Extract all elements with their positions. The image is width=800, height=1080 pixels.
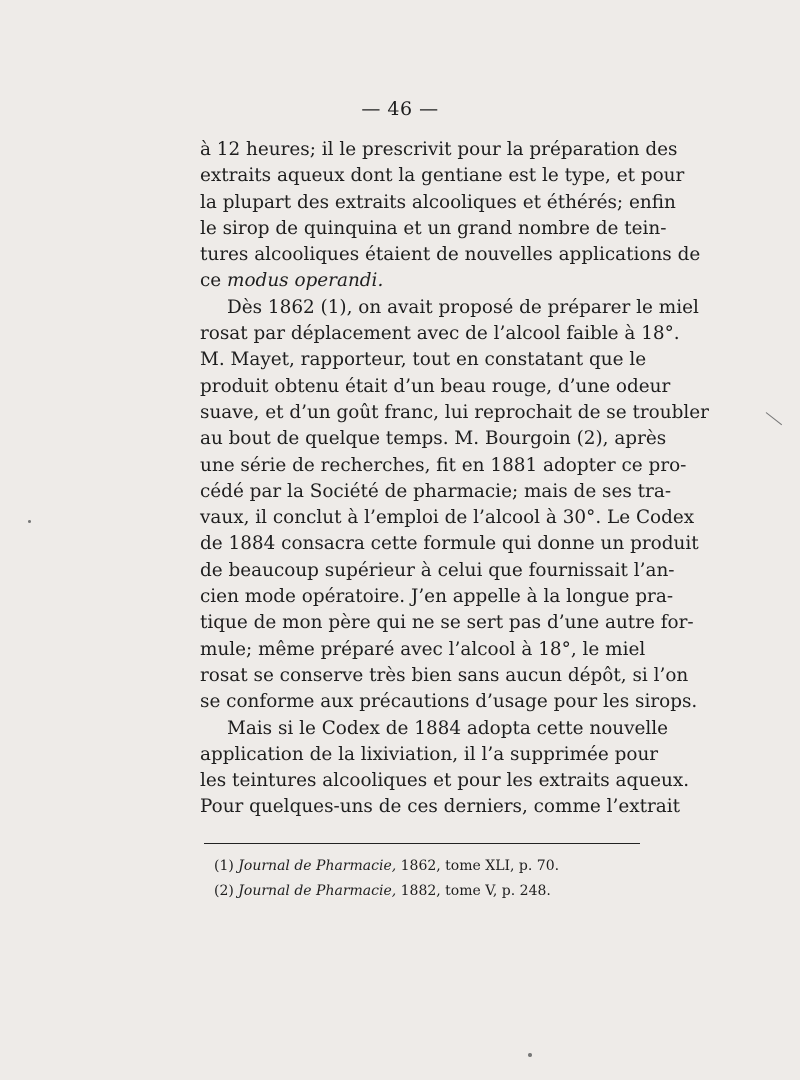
footnote [214, 854, 634, 879]
text-line: cien mode opératoire. J’en appelle à la longue pra- [200, 586, 674, 608]
text-line: application de la lixiviation, il l’a supprimée pour [200, 743, 659, 765]
footnote-marker: (1) [214, 858, 234, 874]
text-line: vaux, il conclut à l’emploi de l’alcool à 30°. Le Codex [200, 507, 695, 529]
paper-speck [528, 1053, 532, 1057]
text-line: cédé par la Société de pharmacie; mais de ses tra- [200, 480, 672, 502]
text-line: à 12 heures; il le prescrivit pour la préparation des [200, 139, 678, 160]
text-line: tures alcooliques étaient de nouvelles applications de [200, 244, 701, 266]
footnote-details: 1882, tome V, p. 248. [400, 883, 551, 899]
text-line: rosat par déplacement avec de l’alcool faible à 18°. [200, 323, 680, 345]
paper-mark [766, 412, 782, 425]
text-line [200, 268, 642, 294]
text-line: se conforme aux précautions d’usage pour les sirops. [200, 691, 698, 713]
footnote-source: Journal de Pharmacie, [238, 858, 397, 874]
text-line: Dès 1862 (1), on avait proposé de préparer le miel [227, 296, 699, 318]
text-line: Pour quelques-uns de ces derniers, comme l’extrait [200, 796, 681, 818]
footnote-marker: (2) [214, 883, 234, 899]
text-line: les teintures alcooliques et pour les extraits aqueux. [200, 770, 690, 792]
footnote-details: 1862, tome XLI, p. 70. [400, 858, 560, 874]
footnotes [214, 854, 634, 904]
page-number: — 46 — [361, 98, 439, 120]
text-line: la plupart des extraits alcooliques et éthérés; enfin [200, 191, 676, 213]
footnote-source: Journal de Pharmacie, [238, 883, 397, 899]
body-text [200, 137, 709, 821]
text-line: de beaucoup supérieur à celui que fournissait l’an- [200, 559, 675, 581]
italic-phrase: modus operandi. [227, 270, 384, 292]
text-line: une série de recherches, fit en 1881 adopter ce pro- [200, 454, 687, 476]
text-line: mule; même préparé avec l’alcool à 18°, le miel [200, 638, 646, 660]
text-line: extraits aqueux dont la gentiane est le type, et pour [200, 165, 685, 187]
text-line: au bout de quelque temps. M. Bourgoin (2), après [200, 428, 667, 450]
text-line: produit obtenu était d’un beau rouge, d’une odeur [200, 375, 671, 397]
text-fragment: ce [200, 270, 222, 292]
text-line: suave, et d’un goût franc, lui reprochait de se troubler [200, 401, 709, 423]
text-line: rosat se conserve très bien sans aucun dépôt, si l’on [200, 664, 689, 686]
text-line: Mais si le Codex de 1884 adopta cette nouvelle [227, 717, 669, 739]
footnote-rule [204, 843, 640, 844]
text-line: M. Mayet, rapporteur, tout en constatant que le [200, 349, 647, 371]
text-line: le sirop de quinquina et un grand nombre de tein- [200, 217, 667, 239]
text-line: de 1884 consacra cette formule qui donne un produit [200, 533, 699, 555]
paper-speck [28, 520, 31, 523]
footnote [214, 879, 634, 904]
text-line: tique de mon père qui ne se sert pas d’une autre for- [200, 612, 694, 634]
